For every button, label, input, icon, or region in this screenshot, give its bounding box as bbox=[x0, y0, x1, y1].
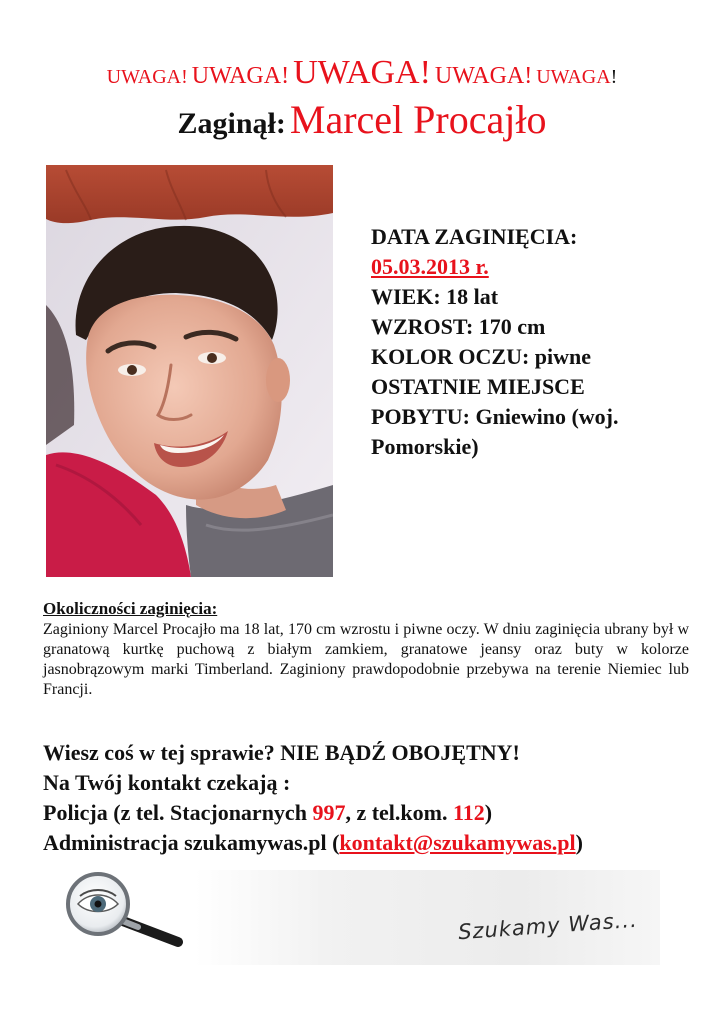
admin-prefix: Administracja szukamywas.pl ( bbox=[43, 830, 340, 855]
missing-person-name: Marcel Procajło bbox=[289, 97, 547, 142]
alert-exclamation: ! bbox=[610, 66, 618, 88]
person-photo bbox=[46, 165, 333, 577]
missing-heading bbox=[0, 96, 724, 143]
date-value: 05.03.2013 r. bbox=[371, 254, 489, 279]
missing-facts bbox=[371, 222, 701, 462]
footer-logo bbox=[60, 862, 660, 972]
circumstances-body: Zaginiony Marcel Procajło ma 18 lat, 170 cm wzrostu i piwne oczy. W dniu zaginięcia ubrany był w granatową kurtkę puchową z białym zamkiem, granatowe jeansy oraz buty w kolorze jasnobrązowym marki Timberland. Zaginiony prawdopodobnie przebywa na terenie Niemiec lub Francji. bbox=[43, 621, 689, 698]
last-place-line-2: POBYTU: Gniewino (woj. bbox=[371, 404, 619, 429]
height-line: WZROST: 170 cm bbox=[371, 314, 546, 339]
contact-section bbox=[43, 738, 693, 858]
police-contact bbox=[43, 798, 693, 828]
magnifier-eye-icon bbox=[60, 868, 190, 950]
eye-color-line: KOLOR OCZU: piwne bbox=[371, 344, 592, 369]
police-middle: , z tel.kom. bbox=[345, 800, 453, 825]
contact-appeal: Wiesz coś w tej sprawie? NIE BĄDŹ OBOJĘTNY! bbox=[43, 740, 520, 765]
missing-label: Zaginął: bbox=[177, 107, 286, 140]
circumstances-section bbox=[43, 598, 689, 700]
admin-email-link[interactable]: kontakt@szukamywas.pl bbox=[339, 830, 576, 855]
last-place-line-3: Pomorskie) bbox=[371, 434, 479, 459]
police-mobile-number: 112 bbox=[452, 800, 485, 825]
age-line: WIEK: 18 lat bbox=[371, 284, 499, 309]
contact-waiting: Na Twój kontakt czekają : bbox=[43, 770, 291, 795]
date-label: DATA ZAGINIĘCIA: bbox=[371, 224, 578, 249]
alert-word-4: UWAGA! bbox=[434, 63, 533, 89]
alert-word-3: UWAGA! bbox=[293, 54, 431, 91]
police-landline-number: 997 bbox=[312, 800, 346, 825]
circumstances-title: Okoliczności zaginięcia: bbox=[43, 599, 218, 618]
admin-suffix: ) bbox=[575, 830, 583, 855]
alert-word-1: UWAGA! bbox=[106, 66, 188, 88]
police-suffix: ) bbox=[484, 800, 493, 825]
admin-contact bbox=[43, 828, 693, 858]
police-prefix: Policja (z tel. Stacjonarnych bbox=[43, 800, 313, 825]
alert-banner bbox=[0, 54, 724, 92]
alert-word-2: UWAGA! bbox=[191, 63, 290, 89]
logo-text: Szukamy Was... bbox=[457, 907, 639, 945]
last-place-line-1: OSTATNIE MIEJSCE bbox=[371, 374, 585, 399]
alert-word-5: UWAGA bbox=[536, 66, 611, 88]
